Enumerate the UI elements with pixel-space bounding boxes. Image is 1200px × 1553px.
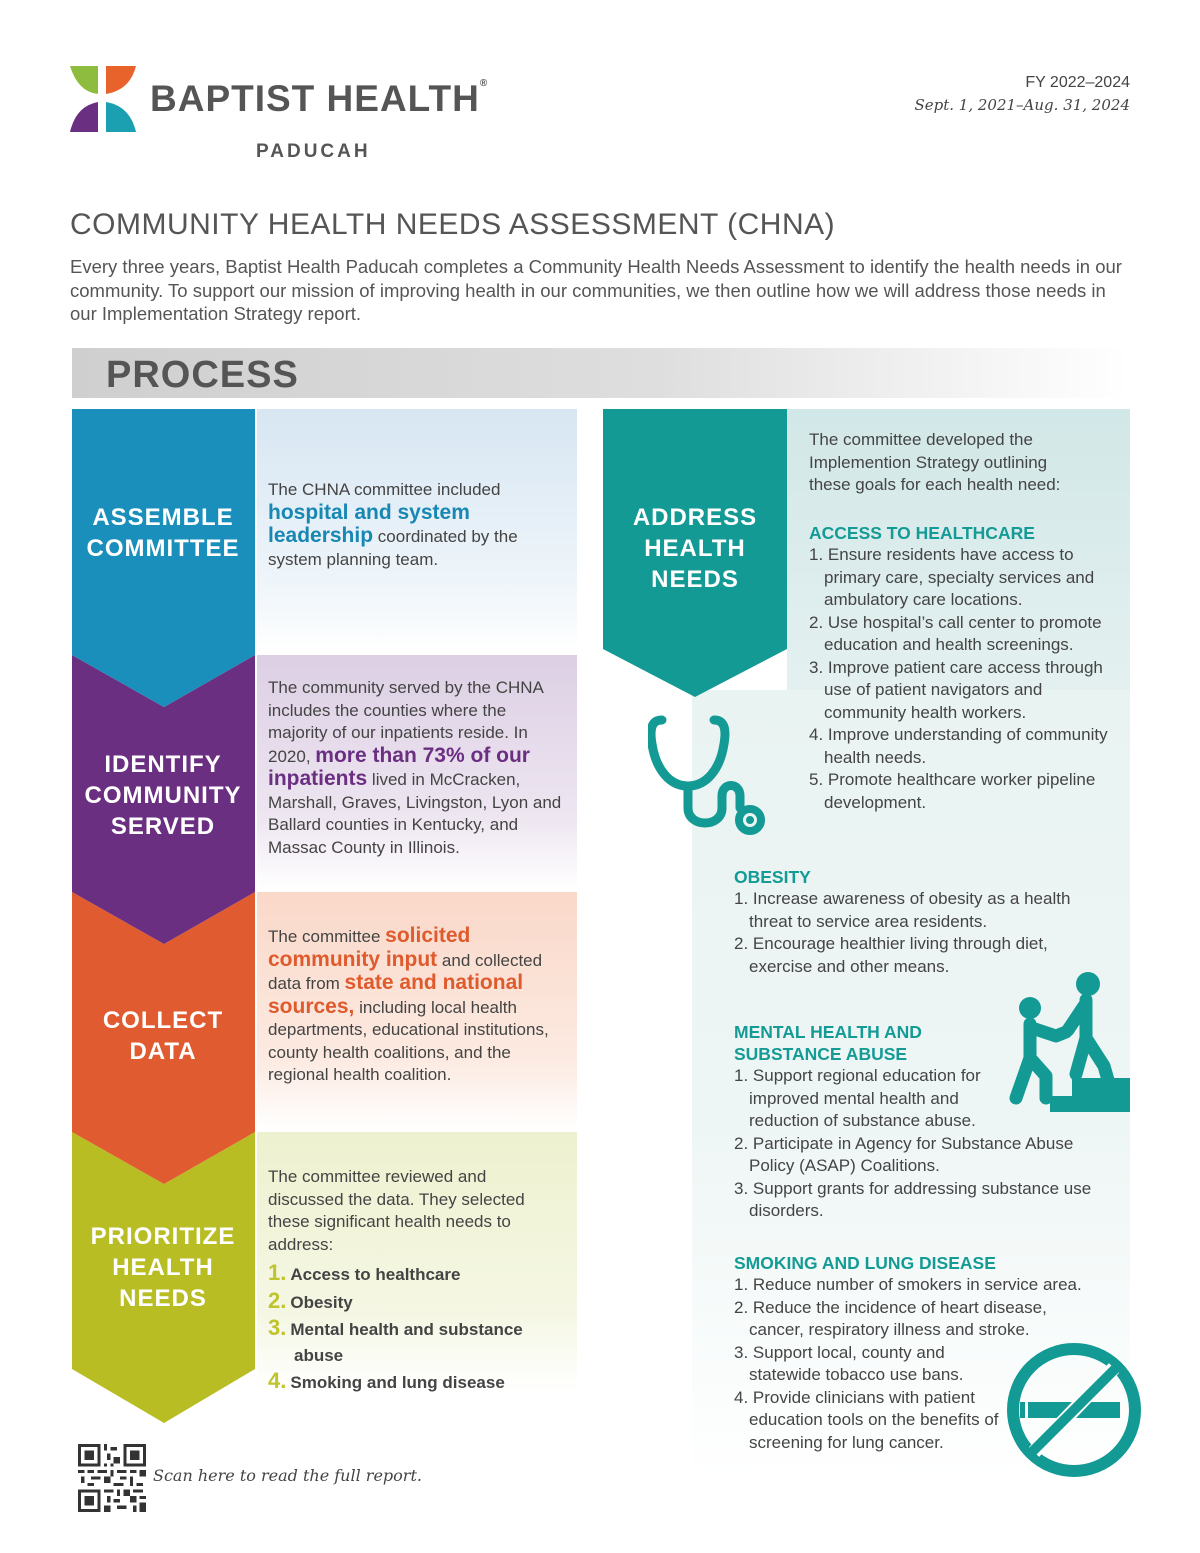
step-1-highlight: hospital and system leadership bbox=[268, 500, 470, 547]
goal-item: 2. Participate in Agency for Substance Abuse Policy (ASAP) Coalitions. bbox=[734, 1133, 1074, 1175]
step-label-address: ADDRESS HEALTH NEEDS bbox=[632, 504, 758, 593]
step-label-assemble: ASSEMBLE COMMITTEE bbox=[86, 504, 240, 562]
qr-code[interactable] bbox=[78, 1444, 146, 1512]
priority-need: 4. Smoking and lung disease bbox=[268, 1368, 505, 1393]
address-intro: The committee developed the Implemention Strategy outlining these goals for each health need: bbox=[809, 430, 1061, 494]
section-heading: ACCESS TO HEALTHCARE bbox=[809, 523, 1035, 543]
intro-paragraph: Every three years, Baptist Health Paducah completes a Community Health Needs Assessment to identify the health needs in our community. To support our mission of improving health in our communities, we then outline how we will address those needs in our Implementation Strategy report. bbox=[70, 256, 1122, 324]
goal-item: 5. Promote healthcare worker pipeline development. bbox=[809, 770, 1096, 812]
goal-item: 1. Reduce number of smokers in service area. bbox=[734, 1275, 1082, 1294]
baptist-health-logo-icon bbox=[68, 64, 140, 134]
fiscal-year: FY 2022–2024 bbox=[1025, 74, 1130, 91]
goal-list bbox=[734, 1065, 1104, 1223]
goal-section-obesity bbox=[734, 866, 1094, 978]
goal-section-smoking bbox=[734, 1252, 1104, 1454]
goal-list bbox=[734, 1274, 1104, 1454]
process-banner bbox=[72, 348, 1130, 398]
goal-item: 1. Increase awareness of obesity as a health threat to service area residents. bbox=[734, 889, 1071, 931]
step-2-highlight: more than 73% of our inpatients bbox=[268, 743, 530, 790]
section-heading: SMOKING AND LUNG DISEASE bbox=[734, 1253, 996, 1273]
step-label-collect: COLLECT DATA bbox=[102, 1007, 224, 1065]
goal-item: 2. Encourage healthier living through diet, exercise and other means. bbox=[734, 934, 1048, 976]
fiscal-dates: Sept. 1, 2021–Aug. 31, 2024 bbox=[914, 96, 1130, 114]
step-1-text: The CHNA committee included hospital and system leadership coordinated by the system planning team. bbox=[268, 480, 518, 569]
priority-need: 1. Access to healthcare bbox=[268, 1260, 461, 1285]
priority-needs-list bbox=[268, 1260, 553, 1396]
stethoscope-icon bbox=[648, 712, 778, 842]
goal-item: 4. Improve understanding of community health needs. bbox=[809, 725, 1108, 767]
step-label-prioritize: PRIORITIZE HEALTH NEEDS bbox=[90, 1223, 236, 1312]
process-heading: PROCESS bbox=[106, 354, 299, 396]
fiscal-year-block bbox=[914, 72, 1130, 116]
goal-list bbox=[734, 888, 1094, 978]
goal-item: 2. Reduce the incidence of heart disease, cancer, respiratory illness and stroke. bbox=[734, 1297, 1047, 1339]
step-2-text: The community served by the CHNA includes the counties where the majority of our inpatients reside. In 2020, more than 73% of our inpatients lived in McCracken, Marshall, Graves, Livingston, Lyon and Ballard counties in Kentucky, and Massac County in Illinois. bbox=[268, 678, 562, 857]
goal-list bbox=[809, 544, 1109, 814]
step-label-identify: IDENTIFY COMMUNITY SERVED bbox=[84, 751, 242, 840]
goal-section-mental-health bbox=[734, 1021, 1104, 1223]
goal-item: 4. Provide clinicians with patient education tools on the benefits of screening for lung cancer. bbox=[734, 1387, 999, 1452]
step-3-highlight-2: state and national sources, bbox=[268, 971, 524, 1018]
goal-item: 3. Support local, county and statewide tobacco use bans. bbox=[734, 1342, 964, 1384]
page-title: COMMUNITY HEALTH NEEDS ASSESSMENT (CHNA) bbox=[70, 208, 836, 241]
goal-section-access bbox=[809, 522, 1109, 814]
step-3-highlight-1: solicited community input bbox=[268, 924, 471, 971]
priority-need: 2. Obesity bbox=[268, 1287, 353, 1313]
section-heading: MENTAL HEALTH AND SUBSTANCE ABUSE bbox=[734, 1022, 922, 1064]
goal-item: 2. Use hospital’s call center to promote education and health screenings. bbox=[809, 612, 1102, 654]
priority-need: 3. Mental health and substance abuse bbox=[268, 1315, 523, 1365]
brand-name: BAPTIST HEALTH® bbox=[150, 78, 489, 119]
step-3-text: The committee solicited community input and collected data from state and national sources, including local health departments, educational institutions, county health coalitions, and the regional health coalition. bbox=[268, 924, 549, 1084]
goal-item: 1. Ensure residents have access to primary care, specialty services and ambulatory care locations. bbox=[809, 545, 1095, 609]
goal-item: 1. Support regional education for improved mental health and reduction of substance abuse. bbox=[734, 1066, 981, 1130]
goal-item: 3. Support grants for addressing substance use disorders. bbox=[734, 1178, 1092, 1220]
section-heading: OBESITY bbox=[734, 867, 811, 887]
goal-item: 3. Improve patient care access through use of patient navigators and community health workers. bbox=[809, 657, 1103, 722]
brand-location: PADUCAH bbox=[256, 141, 371, 162]
step-4-text: The committee reviewed and discussed the data. They selected these significant health needs to address: 1. Access to healthcare 2. Obesity 3. Mental health and substance abuse 4. Smoking and lung disease bbox=[268, 1166, 553, 1396]
scan-caption: Scan here to read the full report. bbox=[153, 1466, 422, 1485]
